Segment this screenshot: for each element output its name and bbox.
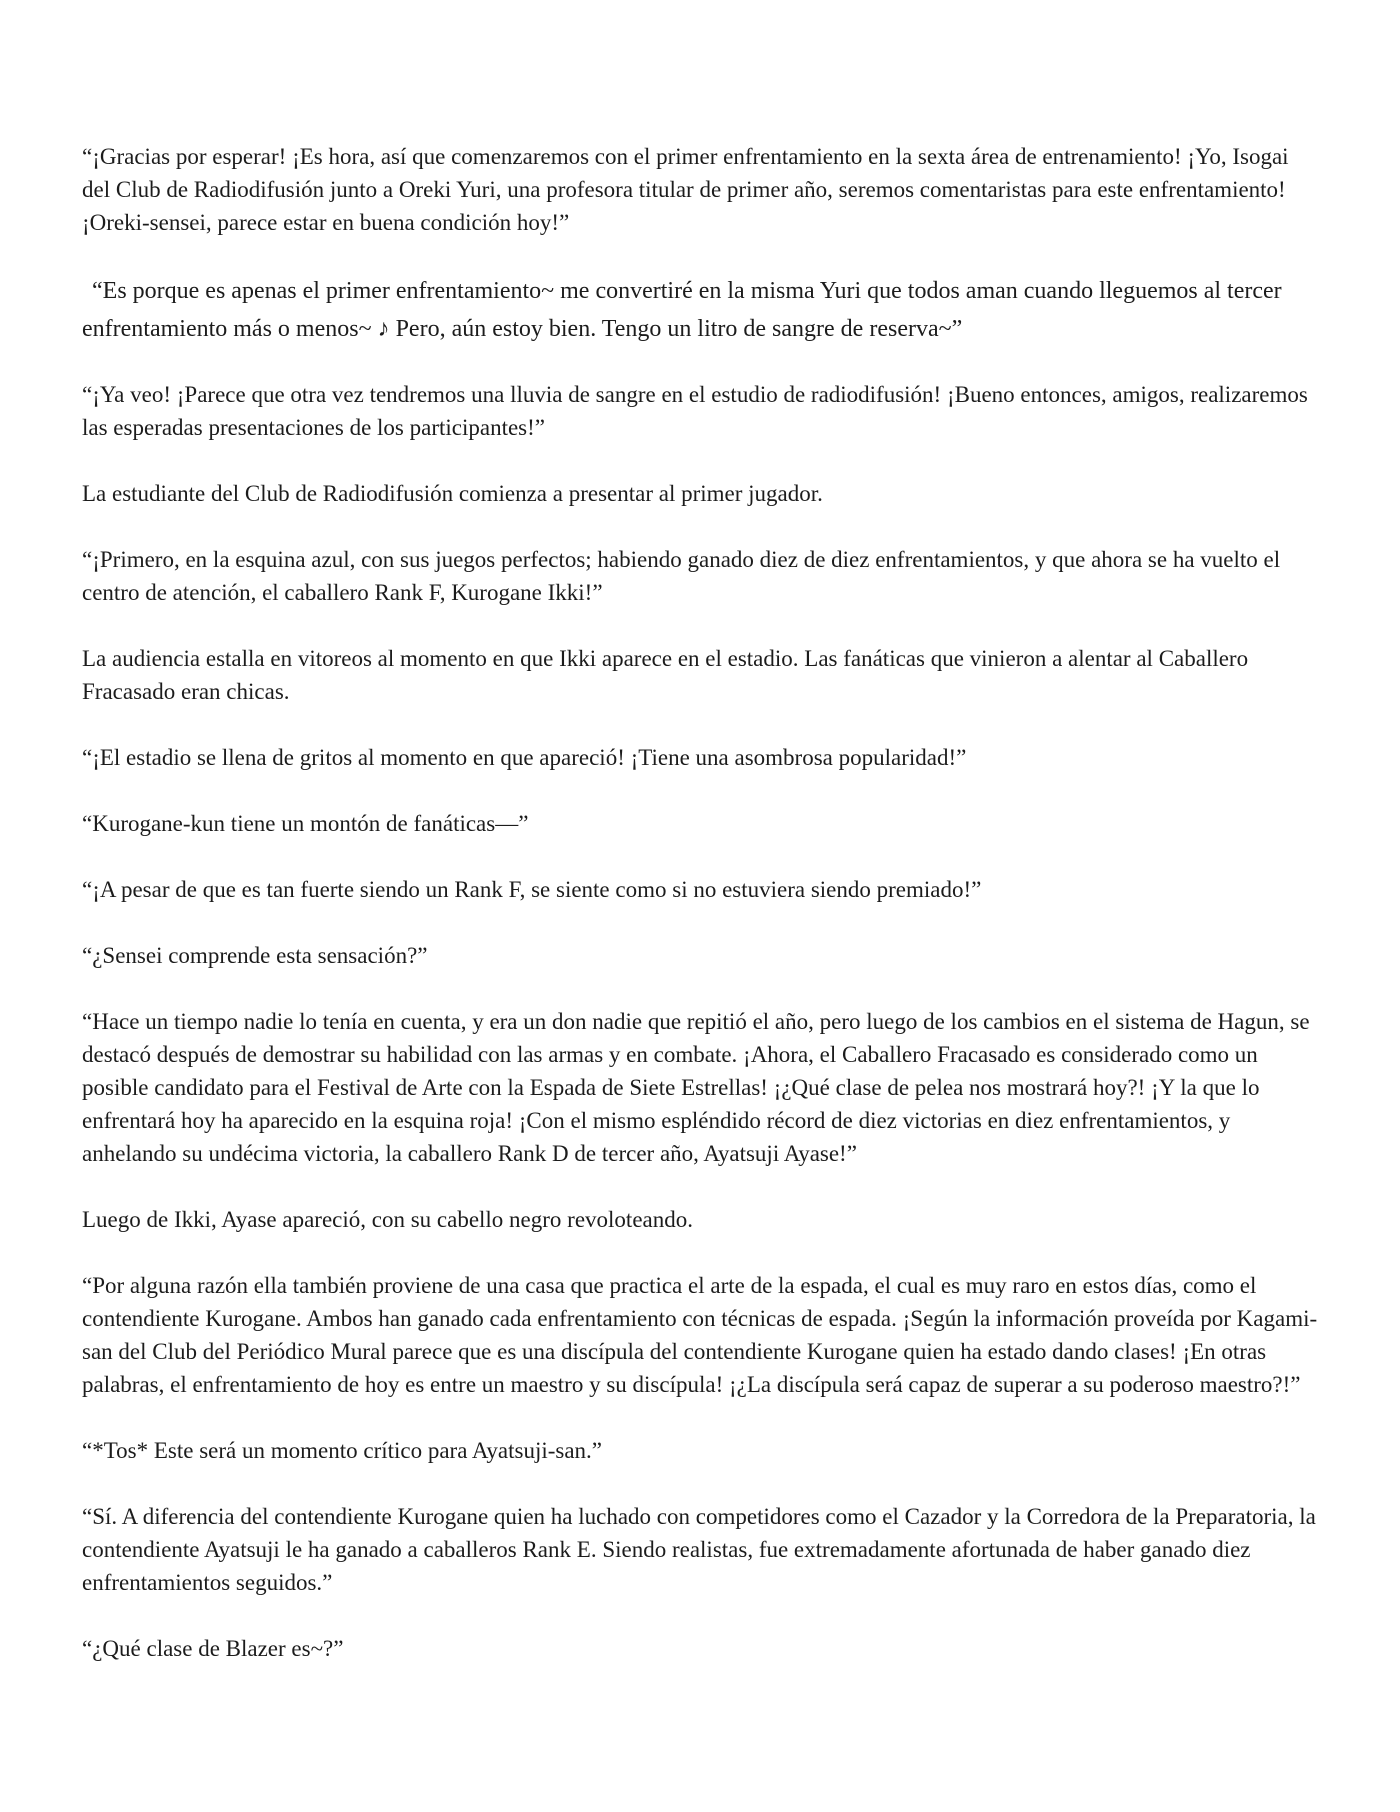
paragraph-16: “¿Qué clase de Blazer es~?”	[82, 1636, 344, 1661]
paragraph-6: La audiencia estalla en vitoreos al momento en que Ikki aparece en el estadio. Las fanáticas que vinieron a alentar al Caballero Fracasado eran chicas.	[82, 646, 1249, 704]
paragraph-10: “¿Sensei comprende esta sensación?”	[82, 943, 428, 968]
paragraph-11: “Hace un tiempo nadie lo tenía en cuenta, y era un don nadie que repitió el año, pero luego de los cambios en el sistema de Hagun, se destacó después de demostrar su habilidad con las armas y en combate. ¡Ahora, el Caballero Fracasado es considerado como un posible candidato para el Festival de Arte con la Espada de Siete Estrellas! ¡¿Qué clase de pelea nos mostrará hoy?! ¡Y la que lo enfrentará hoy ha aparecido en la esquina roja! ¡Con el mismo espléndido récord de diez victorias en diez enfrentamientos, y anhelando su undécima victoria, la caballero Rank D de tercer año, Ayatsuji Ayase!”	[82, 1009, 1310, 1166]
paragraph-4: La estudiante del Club de Radiodifusión comienza a presentar al primer jugador.	[82, 481, 823, 506]
paragraph-2: “Es porque es apenas el primer enfrentamiento~ me convertiré en la misma Yuri que todos aman cuando lleguemos al tercer enfrentamiento más o menos~ ♪ Pero, aún estoy bien. Tengo un litro de sangre de reserva~”	[82, 278, 1282, 342]
text-body	[82, 140, 1322, 1665]
paragraph-7: “¡El estadio se llena de gritos al momento en que apareció! ¡Tiene una asombrosa popularidad!”	[82, 745, 967, 770]
paragraph-3: “¡Ya veo! ¡Parece que otra vez tendremos una lluvia de sangre en el estudio de radiodifusión! ¡Bueno entonces, amigos, realizaremos las esperadas presentaciones de los participantes!”	[82, 382, 1308, 440]
paragraph-8: “Kurogane-kun tiene un montón de fanáticas—”	[82, 811, 529, 836]
paragraph-15: “Sí. A diferencia del contendiente Kurogane quien ha luchado con competidores como el Cazador y la Corredora de la Preparatoria, la contendiente Ayatsuji le ha ganado a caballeros Rank E. Siendo realistas, fue extremadamente afortunada de haber ganado diez enfrentamientos seguidos.”	[82, 1504, 1316, 1595]
paragraph-9: “¡A pesar de que es tan fuerte siendo un Rank F, se siente como si no estuviera siendo premiado!”	[82, 877, 982, 902]
paragraph-1: “¡Gracias por esperar! ¡Es hora, así que comenzaremos con el primer enfrentamiento en la sexta área de entrenamiento! ¡Yo, Isogai del Club de Radiodifusión junto a Oreki Yuri, una profesora titular de primer año, seremos comentaristas para este enfrentamiento! ¡Oreki-sensei, parece estar en buena condición hoy!”	[82, 144, 1289, 235]
paragraph-14: “*Tos* Este será un momento crítico para Ayatsuji-san.”	[82, 1438, 603, 1463]
paragraph-12: Luego de Ikki, Ayase apareció, con su cabello negro revoloteando.	[82, 1207, 693, 1232]
paragraph-13: “Por alguna razón ella también proviene de una casa que practica el arte de la espada, el cual es muy raro en estos días, como el contendiente Kurogane. Ambos han ganado cada enfrentamiento con técnicas de espada. ¡Según la información proveída por Kagami-san del Club del Periódico Mural parece que es una discípula del contendiente Kurogane quien ha estado dando clases! ¡En otras palabras, el enfrentamiento de hoy es entre un maestro y su discípula! ¡¿La discípula será capaz de superar a su poderoso maestro?!”	[82, 1273, 1318, 1397]
paragraph-5: “¡Primero, en la esquina azul, con sus juegos perfectos; habiendo ganado diez de diez enfrentamientos, y que ahora se ha vuelto el centro de atención, el caballero Rank F, Kurogane Ikki!”	[82, 547, 1281, 605]
